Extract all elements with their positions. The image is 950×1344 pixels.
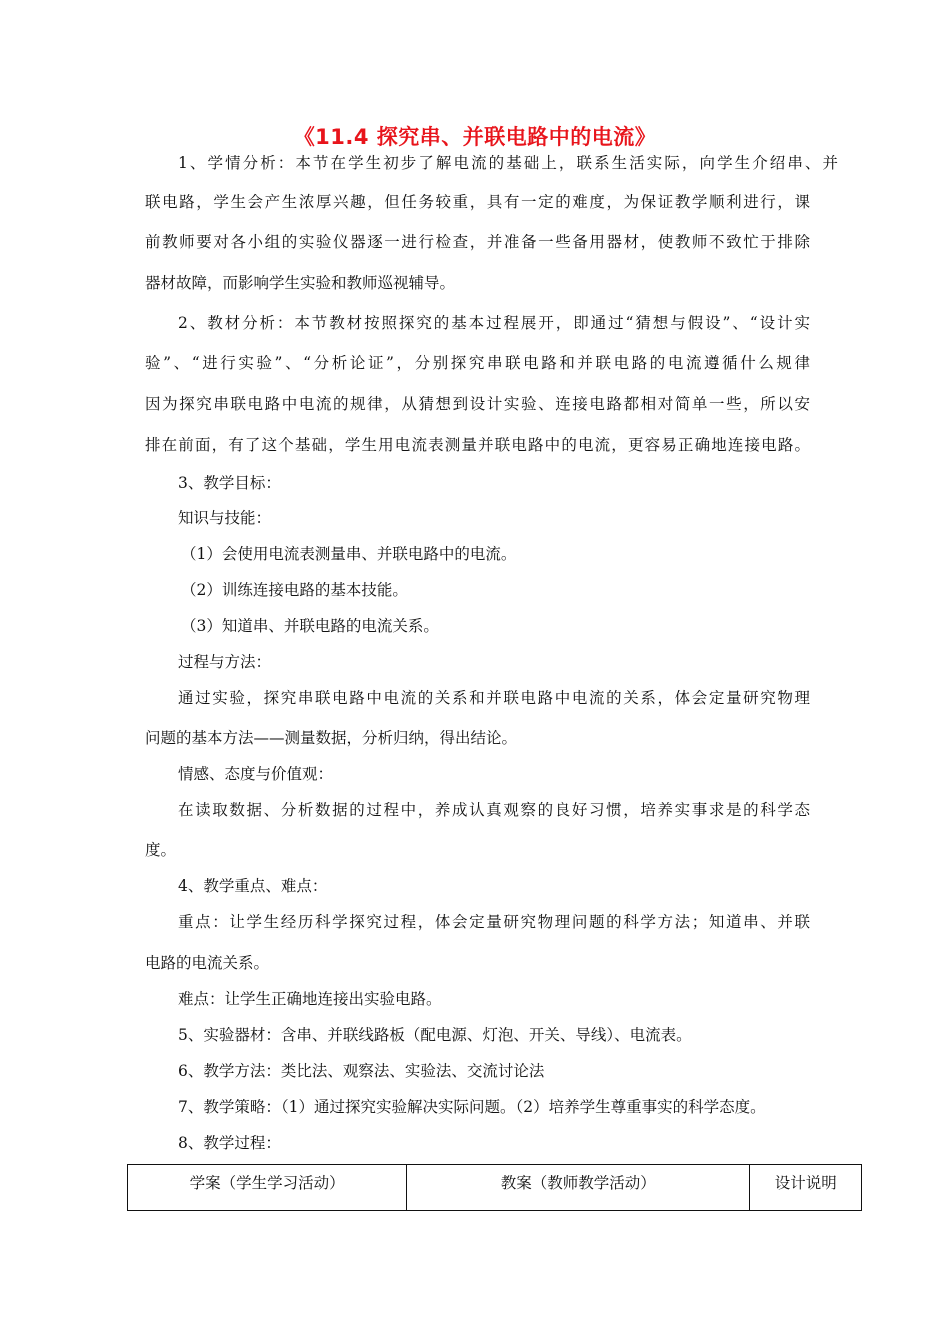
subsection-heading: 过程与方法： [178,653,272,671]
teaching-process-table [127,1164,862,1211]
list-item: （3）知道串、并联电路的电流关系。 [181,617,439,635]
table-header-row [128,1165,862,1211]
section-heading: 5、实验器材：含串、并联线路板（配电源、灯泡、开关、导线）、电流表。 [178,1026,692,1044]
subsection-heading: 知识与技能： [178,509,272,527]
paragraph-line: 在读取数据、分析数据的过程中，养成认真观察的良好习惯，培养实事求是的科学态 [178,801,810,819]
table-header-cell: 学案（学生学习活动） [128,1165,407,1211]
paragraph-line: 排在前面，有了这个基础，学生用电流表测量并联电路中的电流，更容易正确地连接电路。 [145,436,810,454]
paragraph-line: 问题的基本方法——测量数据，分析归纳，得出结论。 [145,729,518,747]
list-item: （1）会使用电流表测量串、并联电路中的电流。 [181,545,517,563]
paragraph-line: 通过实验，探究串联电路中电流的关系和并联电路中电流的关系，体会定量研究物理 [178,689,810,707]
section-heading: 3、教学目标： [178,474,281,492]
paragraph-line: 前教师要对各小组的实验仪器逐一进行检查，并准备一些备用器材，使教师不致忙于排除 [145,233,810,251]
section-heading: 7、教学策略：（1）通过探究实验解决实际问题。（2）培养学生尊重事实的科学态度。 [178,1098,766,1116]
section-heading: 6、教学方法：类比法、观察法、实验法、交流讨论法 [178,1062,545,1080]
list-item: （2）训练连接电路的基本技能。 [181,581,408,599]
table-header-cell: 教案（教师教学活动） [407,1165,750,1211]
section-heading: 8、教学过程： [178,1134,281,1152]
section-heading: 4、教学重点、难点： [178,877,328,895]
paragraph-line: 器材故障，而影响学生实验和教师巡视辅导。 [145,274,456,292]
subsection-heading: 情感、态度与价值观： [178,765,334,783]
paragraph-line: 联电路，学生会产生浓厚兴趣，但任务较重，具有一定的难度，为保证教学顺利进行，课 [145,193,810,211]
paragraph-line: 验”、“进行实验”、“分析论证”，分别探究串联电路和并联电路的电流遵循什么规律 [145,354,810,372]
paragraph-line: 2、教材分析：本节教材按照探究的基本过程展开，即通过“猜想与假设”、“设计实 [178,314,810,332]
paragraph-line: 电路的电流关系。 [145,954,270,972]
paragraph-line: 难点：让学生正确地连接出实验电路。 [178,990,442,1008]
paragraph-line: 度。 [145,841,177,859]
paragraph-line: 因为探究串联电路中电流的规律，从猜想到设计实验、连接电路都相对简单一些，所以安 [145,395,810,413]
page-title: 《11.4 探究串、并联电路中的电流》 [293,125,657,149]
table-header-cell: 设计说明 [750,1165,862,1211]
paragraph-line: 1、学情分析：本节在学生初步了解电流的基础上，联系生活实际，向学生介绍串、并 [178,154,838,172]
paragraph-line: 重点：让学生经历科学探究过程，体会定量研究物理问题的科学方法；知道串、并联 [178,913,810,931]
